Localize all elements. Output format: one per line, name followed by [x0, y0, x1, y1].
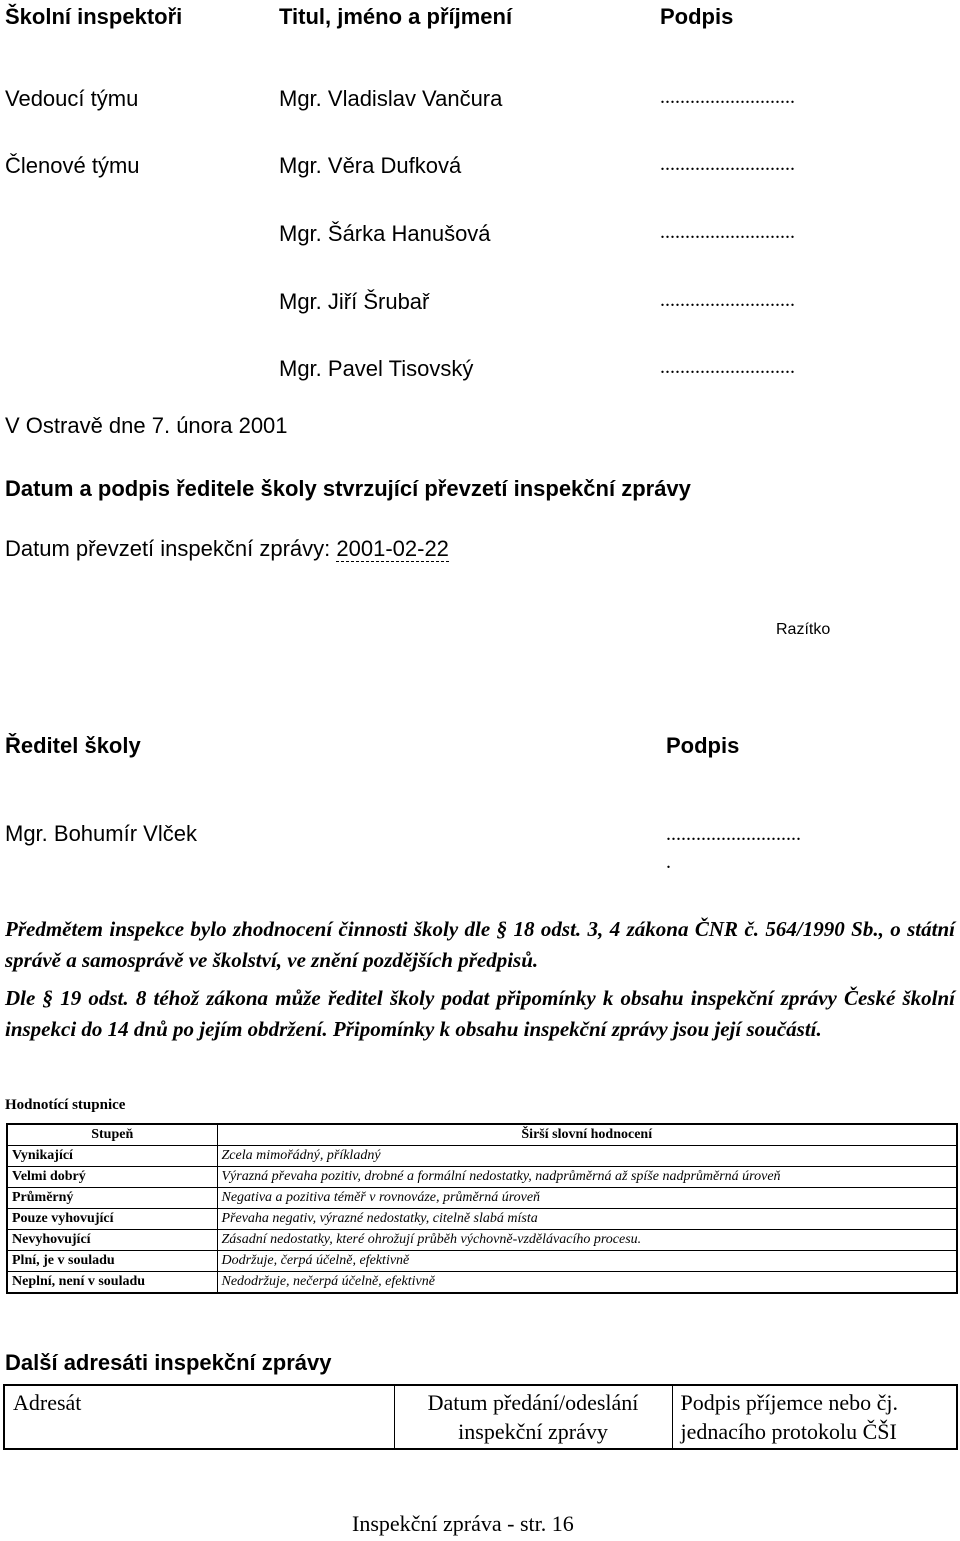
director-signature-label: Podpis [666, 733, 740, 758]
table-row [7, 1251, 957, 1272]
legal-paragraph-1: Předmětem inspekce bylo zhodnocení činnosti školy dle § 18 odst. 3, 4 zákona ČNR č. 564/1990 Sb., o státní správě a samosprávě ve školství, ve znění pozdějších předpisů. [5, 917, 955, 972]
inspectors-heading: Školní inspektoři [5, 4, 183, 29]
grade-description: Negativa a pozitiva téměř v rovnováze, průměrná úroveň [217, 1188, 957, 1209]
delivery-date-header: Datum předání/odeslání inspekční zprávy [394, 1385, 672, 1449]
table-row [7, 1272, 957, 1294]
director-signature-line-end: . [666, 851, 671, 873]
grade-level: Plní, je v souladu [7, 1251, 217, 1272]
signature-line: ........................... [660, 221, 795, 243]
takeover-date-label: Datum převzetí inspekční zprávy: [5, 536, 331, 561]
table-row [7, 1230, 957, 1251]
grade-description: Výrazná převaha pozitiv, drobné a formální nedostatky, nadprůměrná až spíše nadprůměrná úroveň [217, 1167, 957, 1188]
team-member-name: Mgr. Vladislav Vančura [279, 86, 503, 111]
stamp-label: Razítko [776, 621, 831, 638]
table-header-cell: Stupeň [7, 1124, 217, 1146]
grading-scale-title: Hodnotící stupnice [5, 1097, 126, 1113]
takeover-date-value: 2001-02-22 [336, 536, 449, 561]
team-member-name: Mgr. Šárka Hanušová [279, 221, 491, 246]
addressees-title: Další adresáti inspekční zprávy [5, 1350, 332, 1375]
signature-line: ........................... [660, 356, 795, 378]
team-member-name: Mgr. Jiří Šrubař [279, 289, 430, 314]
director-name: Mgr. Bohumír Vlček [5, 821, 197, 846]
signature-line: ........................... [660, 153, 795, 175]
place-and-date: V Ostravě dne 7. února 2001 [5, 413, 288, 438]
table-row [7, 1188, 957, 1209]
signature-column-heading: Podpis [660, 4, 734, 29]
team-member-name: Mgr. Věra Dufková [279, 153, 462, 178]
director-signature-line: ........................... [666, 823, 801, 845]
table-row [7, 1209, 957, 1230]
page-footer: Inspekční zpráva - str. 16 [352, 1511, 574, 1536]
grade-level: Neplní, není v souladu [7, 1272, 217, 1294]
table-row [7, 1146, 957, 1167]
grade-level: Vynikající [7, 1146, 217, 1167]
addressee-header: Adresát [4, 1385, 394, 1449]
director-label: Ředitel školy [5, 733, 141, 758]
recipient-signature-header: Podpis příjemce nebo čj. jednacího protokolu ČŠI [672, 1385, 957, 1449]
team-member-name: Mgr. Pavel Tisovský [279, 356, 474, 381]
grade-level: Nevyhovující [7, 1230, 217, 1251]
table-row [7, 1167, 957, 1188]
takeover-date-row [5, 536, 449, 562]
addressees-table [3, 1384, 958, 1450]
grade-level: Velmi dobrý [7, 1167, 217, 1188]
signature-line: ........................... [660, 86, 795, 108]
grade-description: Zásadní nedostatky, které ohrožují průběh výchovně-vzdělávacího procesu. [217, 1230, 957, 1251]
grade-level: Pouze vyhovující [7, 1209, 217, 1230]
grade-description: Převaha negativ, výrazné nedostatky, citelně slabá místa [217, 1209, 957, 1230]
grade-level: Průměrný [7, 1188, 217, 1209]
grading-scale-table [6, 1123, 958, 1294]
signature-line: ........................... [660, 289, 795, 311]
name-column-heading: Titul, jméno a příjmení [279, 4, 513, 29]
table-header-cell: Širší slovní hodnocení [217, 1124, 957, 1146]
table-header-row [7, 1124, 957, 1146]
grade-description: Nedodržuje, nečerpá účelně, efektivně [217, 1272, 957, 1294]
legal-paragraph-2: Dle § 19 odst. 8 téhož zákona může ředitel školy podat připomínky k obsahu inspekční zprávy České školní inspekci do 14 dnů po jejím obdržení. Připomínky k obsahu inspekční zprávy jsou její součástí. [5, 986, 955, 1041]
director-section-heading: Datum a podpis ředitele školy stvrzující převzetí inspekční zprávy [5, 476, 691, 501]
grade-description: Zcela mimořádný, příkladný [217, 1146, 957, 1167]
team-role: Členové týmu [5, 153, 140, 178]
grade-description: Dodržuje, čerpá účelně, efektivně [217, 1251, 957, 1272]
team-role: Vedoucí týmu [5, 86, 139, 111]
table-header-row [4, 1385, 957, 1449]
